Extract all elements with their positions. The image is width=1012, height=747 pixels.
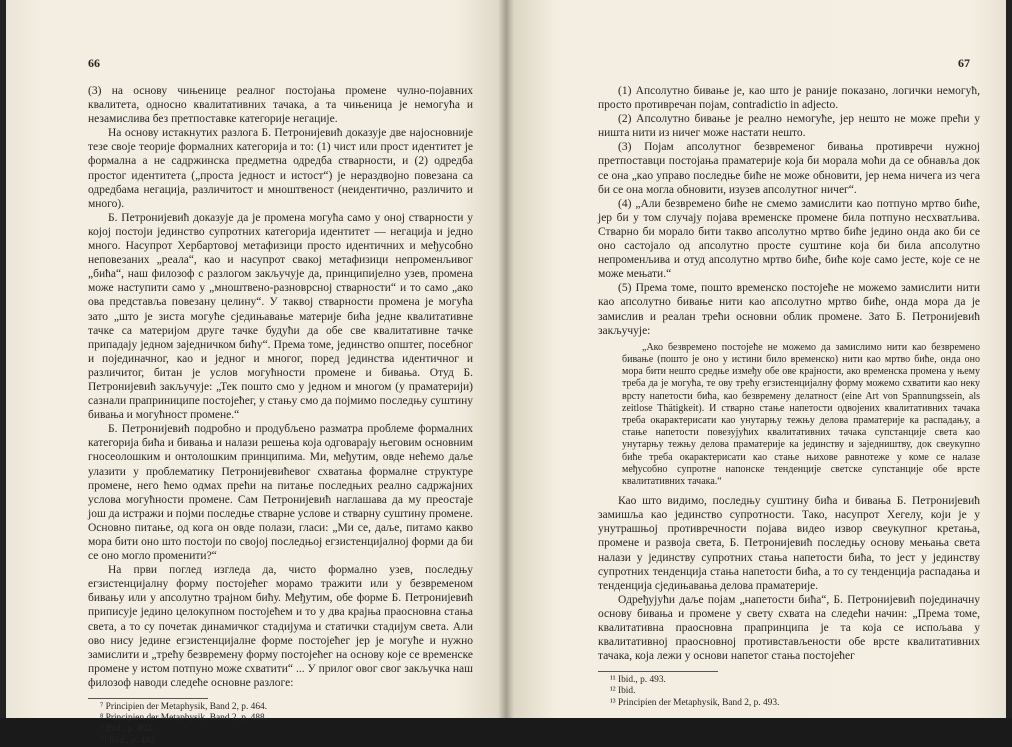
footnote-12: ¹² Ibid. — [610, 686, 636, 697]
left-paragraph-2: На основу истакнутих разлога Б. Петронијевић доказује две најосновније тезе своје теорије формалних категорија и то: (1) чист или прост идентитет је формална а не садржинска предметна одредба стварности, и (2) одредба простог идентитета („проста једност и истост“) је нераздвојно повезана са одредбама негација, различитост и мноштвеност (неидентично, различито и много). — [88, 127, 473, 210]
footnote-10: ¹⁰ Ibid., p. 492. — [100, 735, 157, 746]
left-edge — [0, 0, 6, 718]
right-paragraph-7: Одређујући даље појам „напетости бића“, Б. Петронијевић појединачну основу бивања и промене у свету схвата на следећи начин: „Према томе, квалитативна праоснoвна прапринципа је та која се испољава у квалитативној праосновној противстављености обе врсте квалитативних тачака, која лежи у основи напетог стања постојећег — [598, 593, 980, 663]
footnote-13: ¹³ Principien der Metaphysik, Band 2, p. 493. — [610, 697, 780, 708]
left-page-text — [88, 84, 473, 747]
footnote-9: ⁹ Ibid., p. 492. — [100, 724, 154, 735]
left-footnotes — [88, 702, 473, 747]
block-quote: „Ако безвремено постојеће не можемо да замислимо нити као безвремено бивање (пошто је оно у истини било временско) нити као мртво биће, онда оно мора бити нешто средње између обе ове крајности, ако временска промена у њему треба да је могућа, те ову трећу егзистенцијалну форму можемо схватити као неку врсту напетости бића, као безвремену делатност (eine Art von Spannungssein, als zeitlose Thätigkeit). И стварно стање напетости одвојених квалитативних тачака треба окарактерисати као унутарњу тежњу делова праматерије ка распадању, а стање напетости повезујућих квалитативних тачака супстанције света као унутарњу тежњу делова праматерије ка јединству и заједништву, док свеукупно биће треба окарактерисати као стање њихове равнотеже у коме се налазе међусобно супротне напонске тенденције светске супстанције обе врсте квалитативних тачака.“ — [622, 341, 980, 487]
left-page — [0, 0, 506, 746]
right-paragraph-5: (5) Према томе, пошто временско постојеће не можемо замислити нити као апсолутно бивање нити као апсолутно мртво биће, онда мора да је замислив и реалан трећи основни облик промене. Зато Б. Петронијевић закључује: — [598, 282, 980, 337]
left-paragraph-3: Б. Петронијевић доказује да је промена могућа само у оној стварности у којој постоји јединство супротних категорија идентитет — негација и једно многo. Насупрот Хербартовој метафизици просто идентичних и међусобно неповезаних „реала“, као и насупрот свакој метафизици непроменљивог „бића“, наш филозоф с разлогом закључује да, принципијелно узев, промена може наступити само у „мноштвено-разноврсној стварности“ и то само „ако ова представља повезану целину“. У таквој стварности промена је могућа зато „што је зиста могуће сједињавање материје бића једне квалитативне тачке са материјом друге тачке будући да обе све квалитативне тачке припадају једном заједничком бићу“. Према томе, јединство општег, посебног и појединачног, као и једног и многог, поред јединства идентичног и различитог, битан је услов могућности промене и бивања. Отуд Б. Петронијевић закључује: „Тек пошто смо у једном и многом (у праматерији) сазнали праприниципе постојећег, у стању смо да појмимо последњу суштину бивања и могућност промене.“ — [88, 211, 473, 422]
right-page-text — [598, 84, 980, 709]
page-number-right: 67 — [958, 56, 970, 70]
footnote-8: ⁸ Principien der Metaphysik, Band 2, p. 488. — [100, 713, 268, 724]
page-number-left: 66 — [88, 56, 100, 70]
right-edge — [1006, 0, 1012, 718]
footnote-rule-right — [598, 671, 718, 672]
right-paragraph-4: (4) „Али безвремено биће не смемо замислити као потпуно мртво биће, јер би у том случају појава временске промене била потпуно несхватљива. Стварно би морало бити такво апсолутно мртво биће једино онда ако би се оно састојало од апсолутно просте суштине која би била апсолутно непроменљива и отуд апсолутно мртво биће, биће које само јесте, које се не може мењати.“ — [598, 197, 980, 281]
right-paragraph-6: Као што видимо, последњу суштину бића и бивања Б. Петронијевић замишља као јединство супротности. Тако, насупрот Хегелу, који је у унутрашњој противречности појава видео извор свеукупног кретања, промене и развоја света, Б. Петронијевић последњу основу мењања света налази у јединству супротних стања напетости бића, то јест у јединству супротних тенденција стања напетости бића, а то су тенденција распадања и тенденција сједињавања делова праматерије. — [598, 495, 980, 592]
footnote-7: ⁷ Principien der Metaphysik, Band 2, p. 464. — [100, 702, 268, 713]
right-footnotes — [598, 675, 980, 709]
right-paragraph-2: (2) Апсолутно бивање је реално немогуће, јер нешто не може прећи у ништа нити из ничег може настати нешто. — [598, 113, 980, 140]
left-paragraph-1: (3) на основу чињенице реалног постојања промене чулно-појавних квалитета, односно квалитативних тачака, а та чињеница је немогућа и незамислива без претпоставке категорије негације. — [88, 85, 473, 126]
left-paragraph-5: На први поглед изгледа да, чисто формално узев, последњу егзистенцијалну форму постојећег морамо тражити или у безвременом бивању или у апсолутно трајном бићу. Међутим, обе форме Б. Петронијевић приписује једино целокупном постојећем и то у два крајња праосновна стања света, а то су почетак динамичког стадијума и статички стадијум света. Али ово нису једине егзистенцијалне форме постојећег јер је могуће и нужно замислити и „трећу безвремену форму постојећег на основу које се временске промене у истом потпуно може схватити“ ... У прилог овог свог закључка наш филозоф наводи следеће основне разлоге: — [88, 564, 473, 689]
book-gutter — [498, 0, 514, 718]
right-paragraph-3: (3) Појам апсолутног безвременог бивања противречи нужној претпоставци постојања праматерије која би морала моћи да се обнавља док се она „као управо последње биће не може обновити, јер нема ничега из чега би се она могла обновити, изузев апсолутног ничег“. — [598, 141, 980, 196]
footnote-rule-left — [88, 698, 208, 699]
footnote-11: ¹¹ Ibid., p. 493. — [610, 675, 666, 686]
right-page — [506, 0, 1012, 718]
right-paragraph-1: (1) Апсолутно бивање је, као што је раније показано, логички немогућ, просто противречан појам, contradictio in adjecto. — [598, 85, 980, 112]
left-paragraph-4: Б. Петронијевић подробно и продубљено разматра проблеме формалних категорија бића и бивања и налази решења која одговарају његовим основним гносеолошким и онтолошким принципима. Ми, међутим, овде нећемо даље улазити у проблематику Петронијевићевог схватања формалне структуре промене, него ћемо одмах прећи на питање последњих реално садржајних услова могућности промене. Сам Петронијевић наглашава да му преостаје још да истражи и појми последње стварне услове и стварну суштину промене. Основно питање, од кога он овде полази, гласи: „Ми се, даље, питамо какво мора бити оно што постоји по својој последњој егзистенцијалној форми да би се оно могло променити?“ — [88, 423, 473, 563]
